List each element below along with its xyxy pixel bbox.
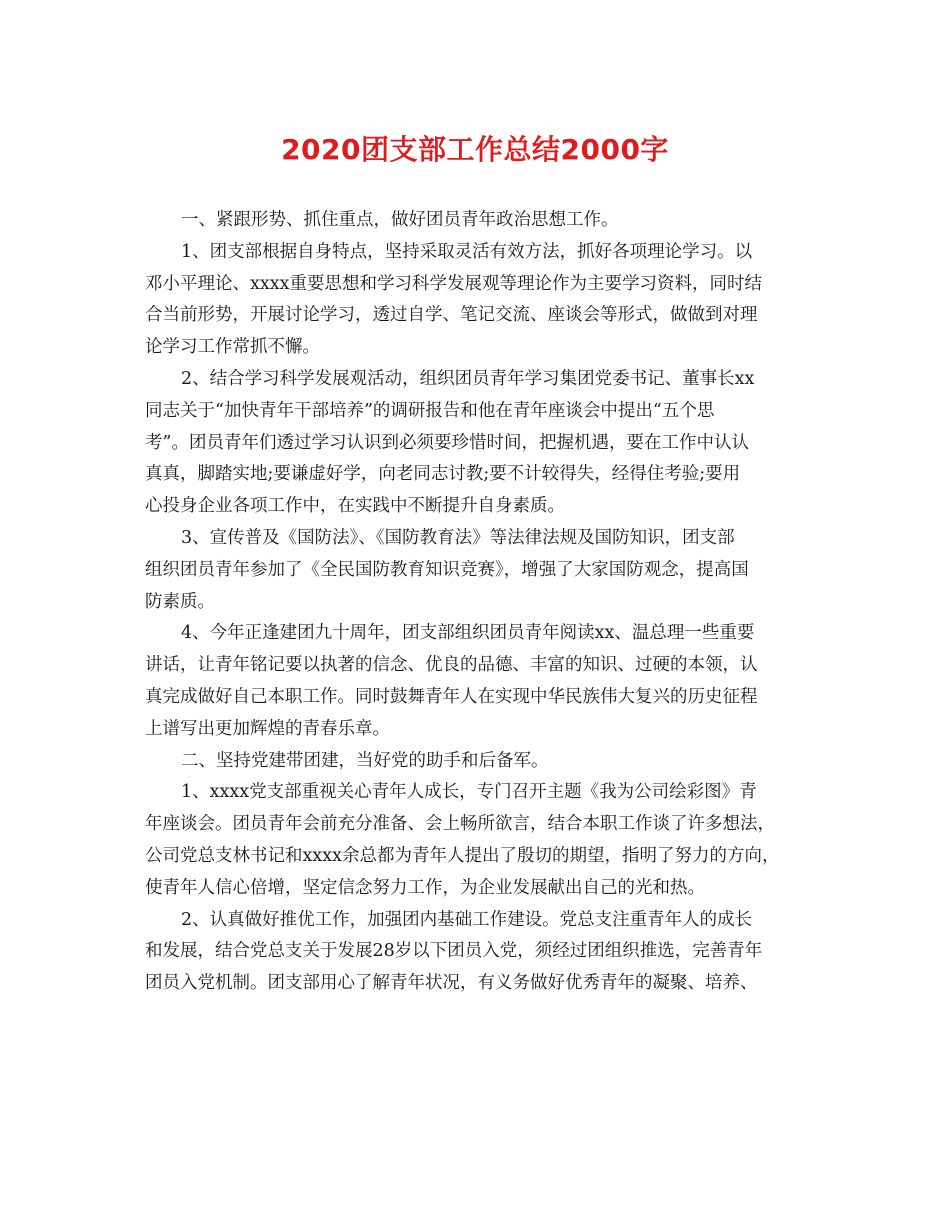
paragraph-line: 使青年人信心倍增，坚定信念努力工作，为企业发展献出自己的光和热。 [145, 877, 705, 898]
paragraph [145, 237, 810, 364]
paragraph-line: 同志关于“加快青年干部培养”的调研报告和他在青年座谈会中提出“五个思 [145, 400, 715, 421]
paragraph-line: 3、宣传普及《国防法》、《国防教育法》等法律法规及国防知识，团支部 [181, 527, 735, 548]
paragraph [145, 364, 810, 523]
paragraph-line: 1、xxxx党支部重视关心青年人成长，专门召开主题《我为公司绘彩图》青 [181, 782, 757, 803]
paragraph-line: 合当前形势，开展讨论学习，透过自学、笔记交流、座谈会等形式，做做到对理 [145, 305, 758, 326]
paragraph-line: 2、认真做好推优工作，加强团内基础工作建设。党总支注重青年人的成长 [181, 909, 753, 930]
paragraph-line: 2、结合学习科学发展观活动，组织团员青年学习集团党委书记、董事长xx [181, 368, 755, 389]
paragraph-line: 公司党总支林书记和xxxx余总都为青年人提出了殷切的期望，指明了努力的方向， [145, 845, 780, 866]
paragraph-line: 年座谈会。团员青年会前充分准备、会上畅所欲言，结合本职工作谈了许多想法， [145, 814, 775, 835]
paragraph-line: 心投身企业各项工作中，在实践中不断提升自身素质。 [145, 496, 565, 517]
document-title: 2020团支部工作总结2000字 [281, 133, 669, 166]
paragraph [145, 523, 810, 618]
paragraph-line: 组织团员青年参加了《全民国防教育知识竞赛》，增强了大家国防观念，提高国 [145, 559, 749, 580]
paragraph-line: 1、团支部根据自身特点，坚持采取灵活有效方法，抓好各项理论学习。以 [181, 241, 753, 262]
paragraph-line: 真完成做好自己本职工作。同时鼓舞青年人在实现中华民族伟大复兴的历史征程 [145, 686, 758, 707]
paragraph [145, 746, 810, 778]
paragraph-line: 真真，脚踏实地;要谦虚好学，向老同志讨教;要不计较得失，经得住考验;要用 [145, 464, 741, 485]
paragraph-line: 4、今年正逢建团九十周年，团支部组织团员青年阅读xx、温总理一些重要 [181, 623, 755, 644]
paragraph [145, 905, 810, 1000]
paragraph [145, 618, 810, 745]
paragraph-line: 邓小平理论、xxxx重要思想和学习科学发展观等理论作为主要学习资料，同时结 [145, 273, 762, 294]
paragraph-line: 团员入党机制。团支部用心了解青年状况，有义务做好优秀青年的凝聚、培养、 [145, 973, 758, 994]
paragraph [145, 777, 810, 904]
paragraph-line: 防素质。 [145, 591, 215, 612]
paragraph [145, 205, 810, 237]
paragraph-line: 一、紧跟形势、抓住重点，做好团员青年政治思想工作。 [181, 210, 619, 230]
paragraph-line: 二、坚持党建带团建，当好党的助手和后备军。 [181, 750, 549, 771]
paragraph-line: 考”。团员青年们透过学习认识到必须要珍惜时间，把握机遇，要在工作中认认 [145, 432, 749, 453]
paragraph-line: 上谱写出更加辉煌的青春乐章。 [145, 718, 390, 739]
paragraph-line: 和发展，结合党总支关于发展28岁以下团员入党，须经过团组织推选，完善青年 [145, 941, 763, 962]
document-body [145, 205, 810, 1000]
paragraph-line: 讲话，让青年铭记要以执著的信念、优良的品德、丰富的知识、过硬的本领，认 [145, 655, 758, 676]
paragraph-line: 论学习工作常抓不懈。 [145, 337, 320, 358]
